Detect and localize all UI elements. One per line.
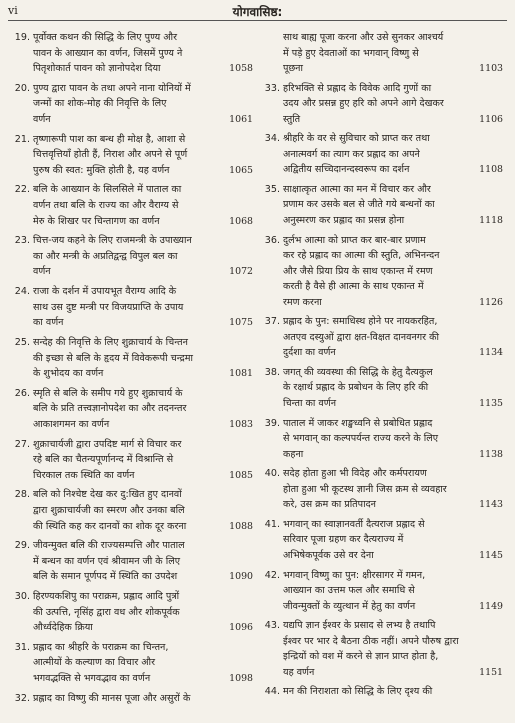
entry-number: 22. bbox=[14, 184, 30, 196]
entry-page: 1149 bbox=[479, 600, 503, 612]
page-number: vi bbox=[8, 4, 18, 17]
entry-number: 38. bbox=[264, 366, 280, 378]
entry-number: 26. bbox=[14, 387, 30, 399]
entry-page: 1058 bbox=[229, 63, 253, 75]
entry-title: प्रह्लाद के पुन: समाधिस्थ होने पर नायकरहित, अतएव दस्युओं द्वारा क्षत-विक्षत दानवनगर की दुर्दशा का वर्णन bbox=[283, 316, 440, 359]
toc-entry bbox=[262, 182, 503, 229]
entry-page: 1118 bbox=[479, 215, 503, 227]
entry-title: सन्देह की निवृत्ति के लिए शुक्राचार्य के चिन्तन की इच्छा से बलि के हृदय में विवेकरूपी चन्द्रमा के शुभोदय का वर्णन bbox=[33, 336, 193, 380]
entry-title: स्मृति से बलि के समीप गये हुए शुक्राचार्य के बलि के प्रति तत्त्वज्ञानोपदेश का और तदनन्तर आकाशगमन का वर्णन bbox=[33, 387, 187, 430]
entry-title: पूर्वोक्त कथन की सिद्धि के लिए पुण्य और पावन के आख्यान का वर्णन, जिसमें पुण्य ने पितृशोकार्त पावन को ज्ञानोपदेश दिया bbox=[33, 32, 183, 75]
toc-entry bbox=[12, 335, 253, 382]
entry-title: श्रीहरि के वर से सुविचार को प्राप्त कर तथा अनात्मवर्ग का त्याग कर प्रह्लाद का अपने अद्वितीय सच्चिदानन्दस्वरूप का दर्शन bbox=[283, 133, 430, 176]
toc-entry bbox=[12, 538, 253, 585]
entry-number: 25. bbox=[14, 336, 30, 348]
entry-number: 39. bbox=[264, 417, 280, 429]
entry-title: जीवन्मुक्त बलि की राज्यसम्पत्ति और पाताल में बन्धन का वर्णन एवं श्रीवामन जी के लिए बलि के समान पूर्णपद में स्थिति का उपदेश bbox=[33, 540, 185, 583]
toc-entry bbox=[262, 365, 503, 412]
entry-number: 36. bbox=[264, 234, 280, 246]
entry-title: पाताल में जाकर शङ्खध्वनि से प्रबोधित प्रह्लाद से भगवान् का कल्पपर्यन्त राज्य करने के लिए कहना bbox=[283, 417, 439, 460]
entry-number: 34. bbox=[264, 133, 280, 145]
entry-title: पुण्य द्वारा पावन के तथा अपने नाना योनियों में जन्मों का शोक-मोह की निवृत्ति के लिए वर्णन bbox=[33, 82, 191, 125]
entry-page: 1096 bbox=[229, 622, 253, 634]
entry-page: 1085 bbox=[229, 469, 253, 481]
toc-entry bbox=[262, 233, 503, 311]
toc-entry bbox=[262, 517, 503, 564]
entry-number: 35. bbox=[264, 183, 280, 195]
entry-page: 1072 bbox=[229, 266, 253, 278]
contents-column-right bbox=[262, 30, 503, 704]
entry-page: 1143 bbox=[479, 499, 503, 511]
entry-title: बलि को निश्चेष्ट देख कर दु:खित हुए दानवों द्वारा शुक्राचार्यजी का स्मरण और उनका बलि की स्थिति कह कर दानवों का शोक दूर करना bbox=[33, 489, 187, 532]
entry-title: राजा के दर्शन में उपायभूत वैराग्य आदि के साथ उस दुष्ट मन्त्री पर विजयप्राप्ति के उपाय का वर्णन bbox=[33, 286, 184, 329]
toc-entry bbox=[12, 132, 253, 179]
toc-entry bbox=[262, 30, 503, 77]
entry-page: 1098 bbox=[229, 673, 253, 685]
entry-number: 27. bbox=[14, 438, 30, 450]
entry-page: 1088 bbox=[229, 520, 253, 532]
contents-column-left bbox=[12, 30, 253, 711]
entry-title: तृष्णारूपी पाश का बन्ध ही मोक्ष है, आशा से चित्तवृत्तियाँ होती हैं, निराश और अपने से पूर्ण पुरुष की स्वत: मुक्ति होती है, यह वर्णन bbox=[33, 133, 188, 176]
toc-entry bbox=[262, 568, 503, 615]
entry-title: शुक्राचार्यजी द्वारा उपदिष्ट मार्ग से विचार कर रहे बलि का चैतन्यपूर्णानन्द में विश्रान्ति से चिरकाल तक स्थिति का वर्णन bbox=[33, 438, 182, 481]
toc-entry bbox=[12, 437, 253, 484]
header-rule bbox=[8, 20, 507, 21]
entry-number: 42. bbox=[264, 569, 280, 581]
entry-page: 1083 bbox=[229, 418, 253, 430]
entry-page: 1106 bbox=[479, 113, 503, 125]
entry-number: 40. bbox=[264, 468, 280, 480]
running-title: योगवासिष्ठ: bbox=[232, 5, 283, 19]
entry-number: 30. bbox=[14, 591, 30, 603]
entry-page: 1108 bbox=[479, 164, 503, 176]
toc-entry bbox=[12, 487, 253, 534]
entry-page: 1061 bbox=[229, 113, 253, 125]
entry-title: मन की निराशता को सिद्धि के लिए दृश्य की bbox=[283, 686, 433, 698]
toc-entry bbox=[262, 684, 503, 700]
entry-number: 31. bbox=[14, 641, 30, 653]
entry-title: साथ बाह्य पूजा करना और उसे सुनकर आश्चर्य में पड़े हुए देवताओं का भगवान् विष्णु से पूछना bbox=[283, 32, 444, 75]
entry-number: 33. bbox=[264, 82, 280, 94]
entry-page: 1126 bbox=[479, 296, 503, 308]
entry-title: प्रह्लाद का विष्णु की मानस पूजा और असुरों के bbox=[33, 692, 191, 704]
toc-entry bbox=[262, 131, 503, 178]
toc-entry bbox=[262, 416, 503, 463]
toc-entry bbox=[262, 314, 503, 361]
entry-page: 1065 bbox=[229, 164, 253, 176]
entry-number: 41. bbox=[264, 518, 280, 530]
toc-entry bbox=[12, 284, 253, 331]
entry-number: 19. bbox=[14, 32, 30, 43]
entry-number: 28. bbox=[14, 489, 30, 501]
entry-number: 43. bbox=[264, 620, 280, 632]
entry-page: 1135 bbox=[479, 398, 503, 410]
toc-entry bbox=[12, 182, 253, 229]
entry-title: भगवान् विष्णु का पुन: क्षीरसागर में गमन, आख्यान का उत्तम फल और समाधि से जीवन्मुक्तों के व्युत्थान में हेतु का वर्णन bbox=[283, 569, 426, 612]
entry-number: 20. bbox=[14, 82, 30, 94]
entry-number: 21. bbox=[14, 133, 30, 145]
entry-page: 1090 bbox=[229, 571, 253, 583]
entry-page: 1075 bbox=[229, 317, 253, 329]
entry-title: प्रह्लाद का श्रीहरि के पराक्रम का चिन्तन, आत्मीयों के कल्याण का विचार और भगवद्भक्ति से भगवद्भाव का वर्णन bbox=[33, 641, 169, 685]
toc-entry bbox=[12, 691, 253, 707]
entry-number: 23. bbox=[14, 235, 30, 247]
entry-title: सदेह होता हुआ भी विदेह और कर्मपरायण होता हुआ भी कूटस्थ ज्ञानी जिस क्रम से व्यवहार करे, उस क्रम का प्रतिपादन bbox=[283, 468, 447, 511]
toc-entry bbox=[12, 589, 253, 636]
entry-title: यद्यपि ज्ञान ईश्वर के प्रसाद से लभ्य है तथापि ईश्वर पर भार दे बैठना ठीक नहीं। अपने पौरुष द्वारा इन्द्रियों को वश में करने से ज्ञान प्राप्त होता है, यह वर्णन bbox=[283, 620, 459, 678]
entry-page: 1134 bbox=[479, 347, 503, 359]
entry-page: 1103 bbox=[479, 63, 503, 75]
toc-entry bbox=[12, 233, 253, 280]
entry-title: हिरण्यकशिपु का पराक्रम, प्रह्लाद आदि पुत्रों की उत्पत्ति, नृसिंह द्वारा वध और शोकपूर्वक और्ध्वदेहिक क्रिया bbox=[33, 591, 180, 634]
entry-page: 1138 bbox=[479, 448, 503, 460]
entry-title: भगवान् का स्वाज्ञानवर्ती दैत्यराज प्रह्लाद से सरिवार पूजा ग्रहण कर दैत्यराज्य में अभिषेकपूर्वक उसे वर देना bbox=[283, 518, 425, 561]
entry-number: 32. bbox=[14, 692, 30, 704]
entry-number: 29. bbox=[14, 540, 30, 552]
toc-entry bbox=[12, 640, 253, 687]
toc-entry bbox=[12, 81, 253, 128]
entry-title: चित्त-जय कहने के लिए राजमन्त्री के उपाख्यान का और मन्त्री के अप्रतिद्वन्द्व विपुल बल का वर्णन bbox=[33, 235, 192, 278]
toc-entry bbox=[262, 466, 503, 513]
entry-title: दुर्लभ आत्मा को प्राप्त कर बार-बार प्रणाम कर रहे प्रह्लाद का आत्मा की स्तुति, अभिनन्दन और जैसे प्रिया प्रिय के साथ एकान्त में रमण करती है वैसे ही आत्मा के साथ एकान्त में रमण करना bbox=[283, 234, 440, 308]
toc-entry bbox=[262, 81, 503, 128]
entry-title: साक्षात्कृत आत्मा का मन में विचार कर और प्रणाम कर उसके बल से जीते गये बन्धनों का अनुस्मरण कर प्रह्लाद का प्रसन्न होना bbox=[283, 183, 435, 227]
toc-entry bbox=[262, 618, 503, 680]
entry-number: 37. bbox=[264, 316, 280, 328]
entry-title: बलि के आख्यान के सिलसिले में पाताल का वर्णन तथा बलि के राज्य का और वैराग्य से मेरु के शिखर पर चिन्तागण का वर्णन bbox=[33, 184, 182, 227]
entry-page: 1145 bbox=[479, 549, 503, 561]
page-header bbox=[0, 0, 515, 22]
entry-title: हरिभक्ति से प्रह्लाद के विवेक आदि गुणों का उदय और प्रसन्न हुए हरि को अपने आगे देखकर स्तुति bbox=[283, 82, 444, 125]
entry-page: 1151 bbox=[479, 666, 503, 678]
entry-page: 1081 bbox=[229, 368, 253, 380]
toc-entry bbox=[12, 30, 253, 77]
entry-number: 24. bbox=[14, 286, 30, 298]
toc-entry bbox=[12, 386, 253, 433]
entry-page: 1068 bbox=[229, 215, 253, 227]
entry-title: जगत् की व्यवस्था की सिद्धि के हेतु दैत्यकुल के रक्षार्थ प्रह्लाद के प्रबोधन के लिए हरि की चिन्ता का वर्णन bbox=[283, 366, 433, 410]
entry-number: 44. bbox=[264, 686, 280, 698]
